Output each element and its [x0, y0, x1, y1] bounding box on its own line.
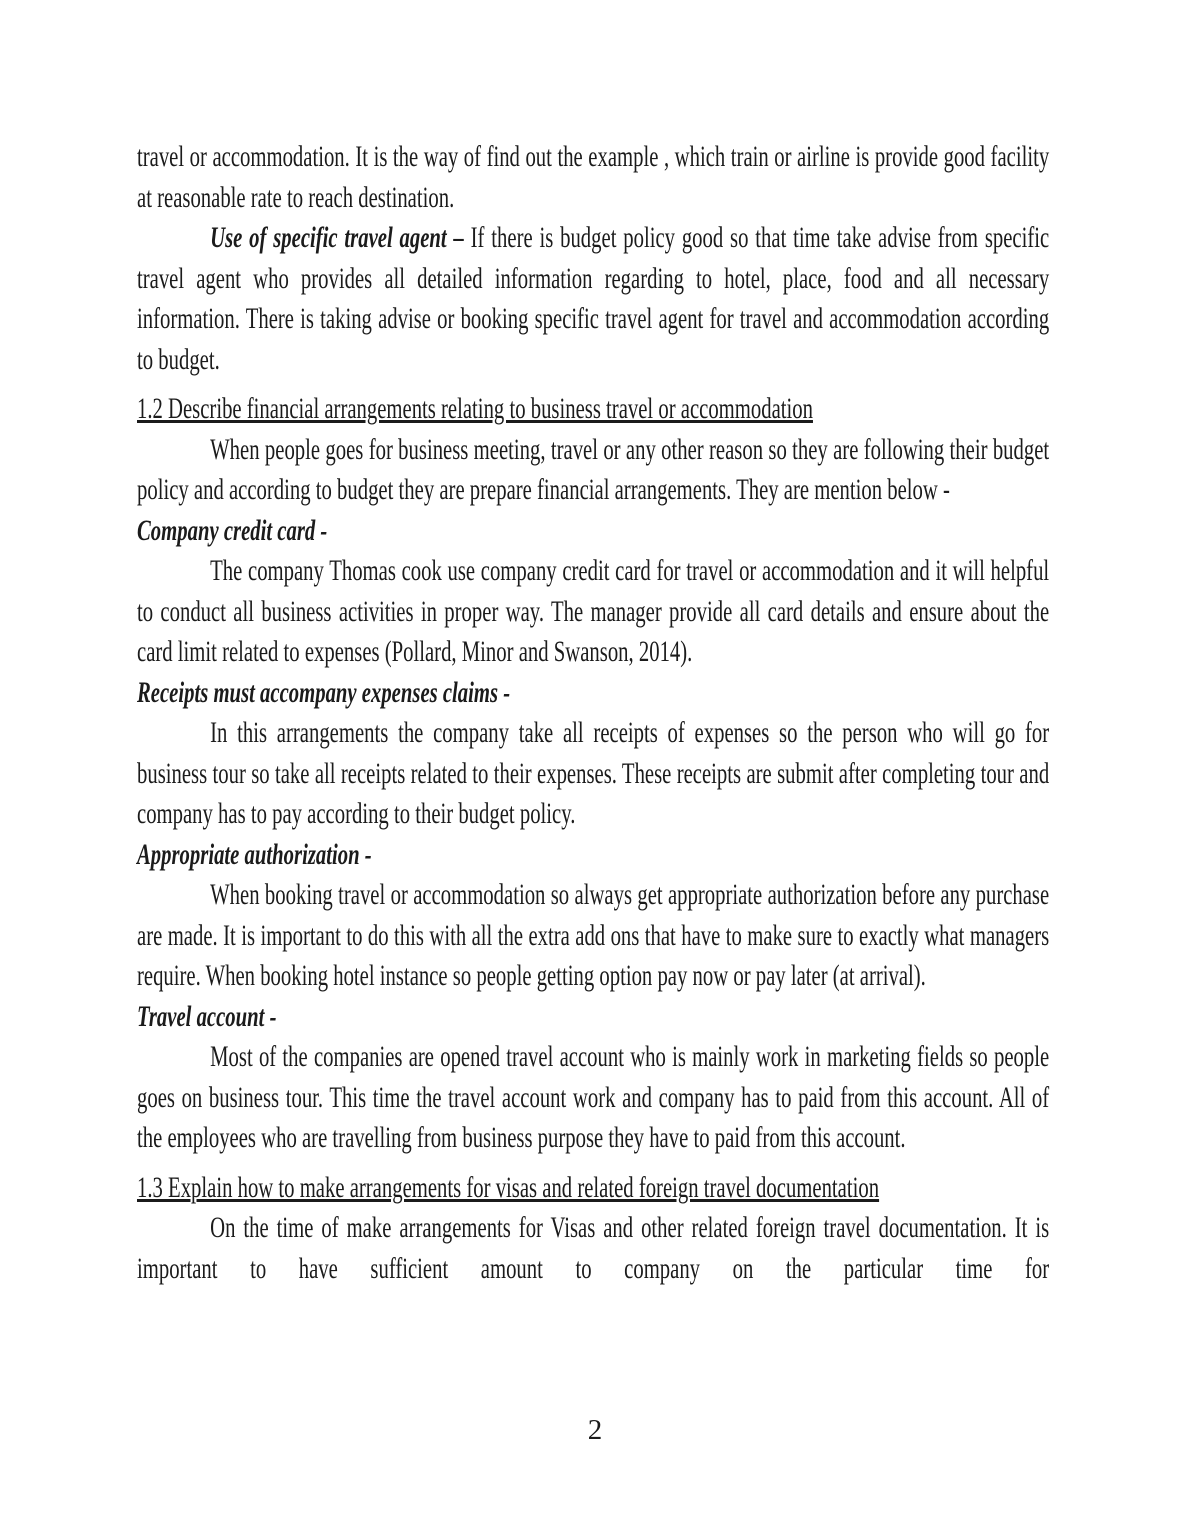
paragraph-appropriate-authorization: When booking travel or accommodation so always get appropriate authorization before any purchase are made. It is important to do this with all the extra add ons that have to make sure to exactly what managers require. When booking hotel instance so people getting option pay now or pay later (at arrival). — [137, 878, 1050, 992]
paragraph-travel-agent-text: If there is budget policy good so that time take advise from specific travel agent who provides all detailed information regarding to hotel, place, food and all necessary information. There is taking advise or booking specific travel agent for travel and accommodation according to budget. — [137, 221, 1050, 376]
subheading-appropriate-authorization: Appropriate authorization - — [137, 837, 372, 871]
section-heading-1-3: 1.3 Explain how to make arrangements for visas and related foreign travel documentation — [137, 1170, 880, 1204]
subheading-travel-agent-inline: Use of specific travel agent – — [210, 221, 471, 254]
paragraph-company-credit-card: The company Thomas cook use company credit card for travel or accommodation and it will helpful to conduct all business activities in proper way. The manager provide all card details and ensure about the card limit related to expenses (Pollard, Minor and Swanson, 2014). — [137, 554, 1050, 668]
subheading-travel-account: Travel account - — [137, 999, 277, 1033]
paragraph-visas: On the time of make arrangements for Visas and other related foreign travel documentation. It is important to have sufficient amount to company on the particular time for — [137, 1211, 1050, 1285]
page-content — [137, 137, 1049, 1289]
paragraph-continuation: travel or accommodation. It is the way of find out the example , which train or airline is provide good facility at reasonable rate to reach destination. — [137, 140, 1050, 214]
paragraph-receipts: In this arrangements the company take all receipts of expenses so the person who will go for business tour so take all receipts related to their expenses. These receipts are submit after completing tour and company has to pay according to their budget policy. — [137, 716, 1050, 830]
paragraph-travel-agent — [137, 218, 1049, 380]
paragraph-financial-intro: When people goes for business meeting, travel or any other reason so they are following their budget policy and according to budget they are prepare financial arrangements. They are mention below - — [137, 432, 1050, 506]
page-number: 2 — [587, 1414, 603, 1446]
subheading-receipts: Receipts must accompany expenses claims - — [137, 675, 511, 709]
paragraph-travel-account: Most of the companies are opened travel account who is mainly work in marketing fields so people goes on business tour. This time the travel account work and company has to paid from this account. All of the employees who are travelling from business purpose they have to paid from this account. — [137, 1040, 1050, 1154]
section-heading-1-2: 1.2 Describe financial arrangements relating to business travel or accommodation — [137, 392, 813, 425]
subheading-company-credit-card: Company credit card - — [137, 513, 328, 547]
